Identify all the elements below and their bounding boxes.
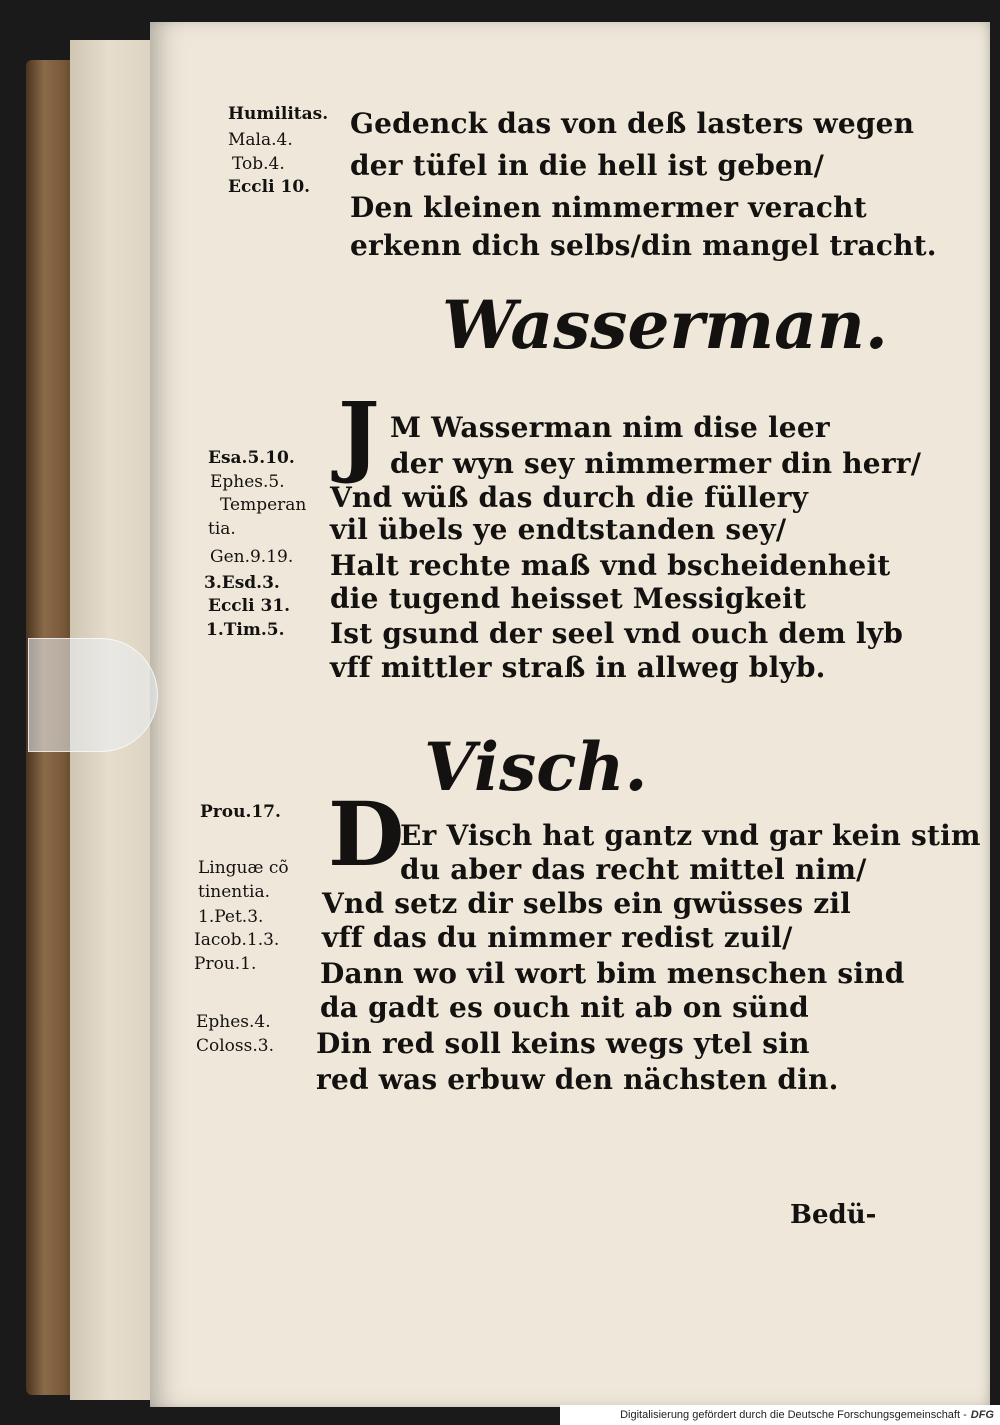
verse-line: red was erbuw den nächsten din. (316, 1063, 839, 1096)
digitization-footer (560, 1405, 1000, 1425)
section-heading: Wasserman. (442, 286, 888, 364)
verse-line: Den kleinen nimmermer veracht (350, 191, 867, 224)
verse-line: die tugend heisset Messigkeit (330, 582, 807, 615)
verse-line: Ist gsund der seel vnd ouch dem lyb (330, 617, 903, 650)
margin-note: Linguæ cõ (198, 858, 289, 878)
drop-initial: J (338, 382, 380, 486)
margin-note: Tob.4. (232, 154, 285, 174)
margin-note: 1.Tim.5. (206, 620, 285, 640)
verse-line: vff das du nimmer redist zuil/ (322, 921, 793, 954)
margin-note: tinentia. (198, 882, 271, 902)
margin-note: Ephes.5. (210, 472, 285, 492)
section-heading: Visch. (424, 728, 648, 806)
margin-note: tia. (208, 519, 236, 539)
verse-line: Vnd wüß das durch die füllery (330, 481, 809, 514)
verse-line: Dann wo vil wort bim menschen sind (320, 957, 905, 990)
footer-text: Digitalisierung gefördert durch die Deutsche Forschungsgemeinschaft - (620, 1409, 967, 1421)
margin-note: 1.Pet.3. (198, 907, 264, 927)
margin-note: Ephes.4. (196, 1012, 271, 1032)
verse-line: Halt rechte maß vnd bscheidenheit (330, 549, 891, 582)
margin-note: Eccli 10. (228, 177, 311, 197)
verse-line: M Wasserman nim dise leer (390, 411, 830, 444)
verse-line: du aber das recht mittel nim/ (400, 853, 867, 886)
verse-line: vil übels ye endtstanden sey/ (330, 513, 787, 546)
dfg-logo: DFG (970, 1409, 994, 1421)
verse-line: da gadt es ouch nit ab on sünd (320, 991, 809, 1024)
glass-page-holder (28, 638, 158, 752)
margin-note: Prou.17. (200, 802, 281, 822)
verse-line: erkenn dich selbs/din mangel tracht. (350, 229, 937, 262)
margin-note: Eccli 31. (208, 596, 291, 616)
verse-line: Din red soll keins wegs ytel sin (316, 1027, 810, 1060)
verse-line: der tüfel in die hell ist geben/ (350, 149, 824, 182)
margin-note: Mala.4. (228, 130, 293, 150)
verse-line: Er Visch hat gantz vnd gar kein stim (400, 819, 981, 852)
catchword: Bedü- (790, 1200, 877, 1230)
verse-line: der wyn sey nimmermer din herr/ (390, 447, 922, 480)
margin-note: Temperan (220, 495, 307, 515)
margin-note: Coloss.3. (196, 1036, 274, 1056)
margin-note: Prou.1. (194, 954, 257, 974)
margin-note: Humilitas. (228, 104, 329, 124)
book-page (150, 22, 990, 1407)
margin-note: Esa.5.10. (208, 448, 295, 468)
margin-note: Iacob.1.3. (194, 930, 280, 950)
margin-note: Gen.9.19. (210, 547, 294, 567)
drop-initial: D (328, 782, 405, 886)
verse-line: vff mittler straß in allweg blyb. (330, 651, 826, 684)
margin-note: 3.Esd.3. (204, 573, 280, 593)
verse-line: Vnd setz dir selbs ein gwüsses zil (322, 887, 852, 920)
verse-line: Gedenck das von deß lasters wegen (350, 107, 915, 140)
